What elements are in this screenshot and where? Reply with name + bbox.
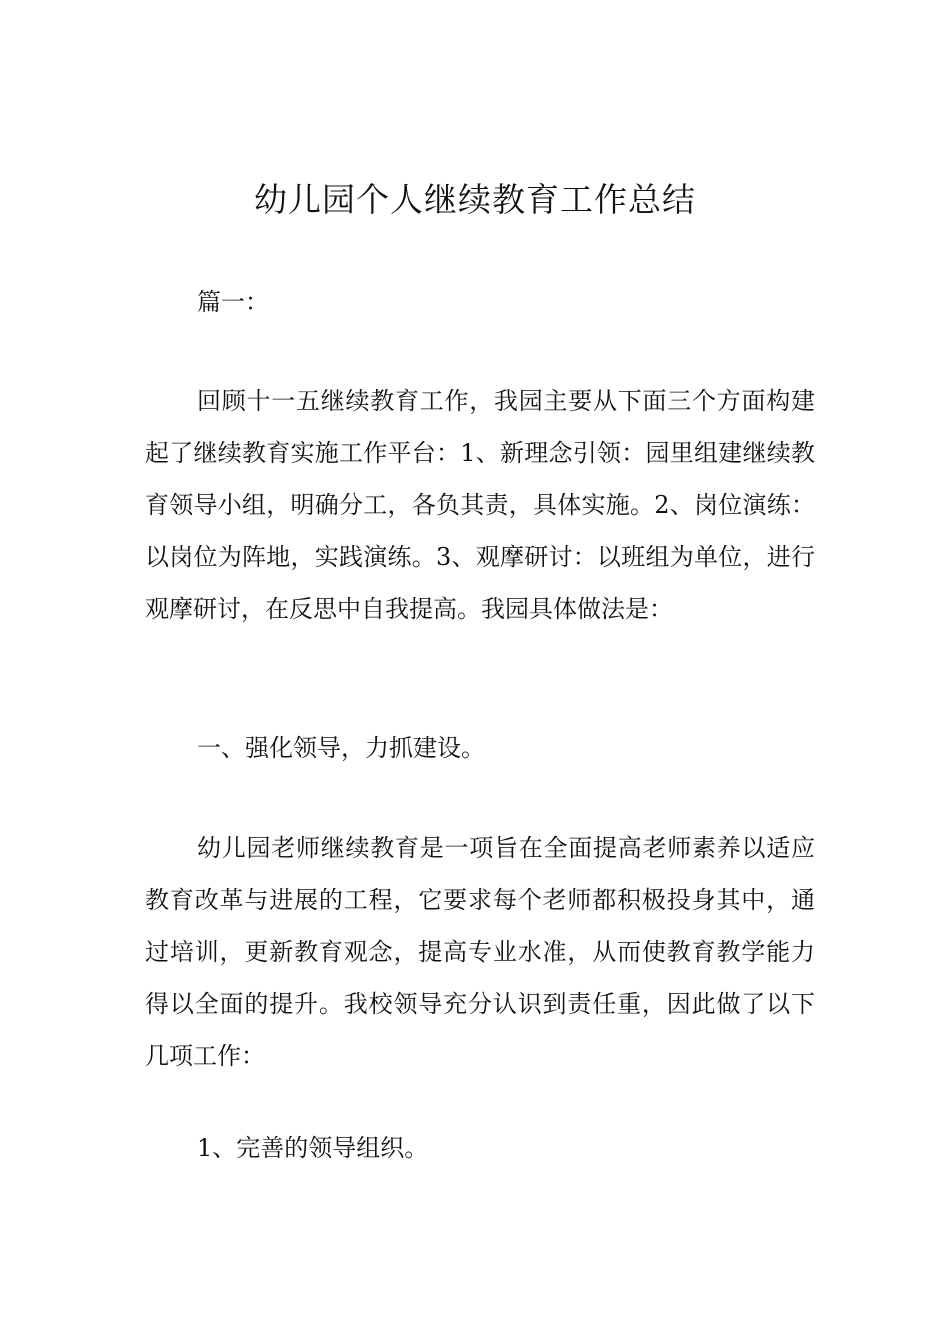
section-heading-1: 一、强化领导，力抓建设。	[197, 734, 485, 762]
section-label: 篇一：	[197, 288, 269, 316]
body-paragraph-1: 回顾十一五继续教育工作，我园主要从下面三个方面构建起了继续教育实施工作平台：1、新理念引领：园里组建继续教育领导小组，明确分工，各负其责，具体实施。2、岗位演练：以岗位为阵地，实践演练。3、观摩研讨：以班组为单位，进行观摩研讨，在反思中自我提高。我园具体做法是：	[145, 387, 815, 623]
document-title: 幼儿园个人继续教育工作总结	[254, 180, 696, 219]
section-heading-2: 1、完善的领导组织。	[197, 1134, 429, 1162]
body-paragraph-2: 幼儿园老师继续教育是一项旨在全面提高老师素养以适应教育改革与进展的工程，它要求每个老师都积极投身其中，通过培训，更新教育观念，提高专业水准，从而使教育教学能力得以全面的提升。我校领导充分认识到责任重，因此做了以下几项工作：	[145, 834, 815, 1070]
